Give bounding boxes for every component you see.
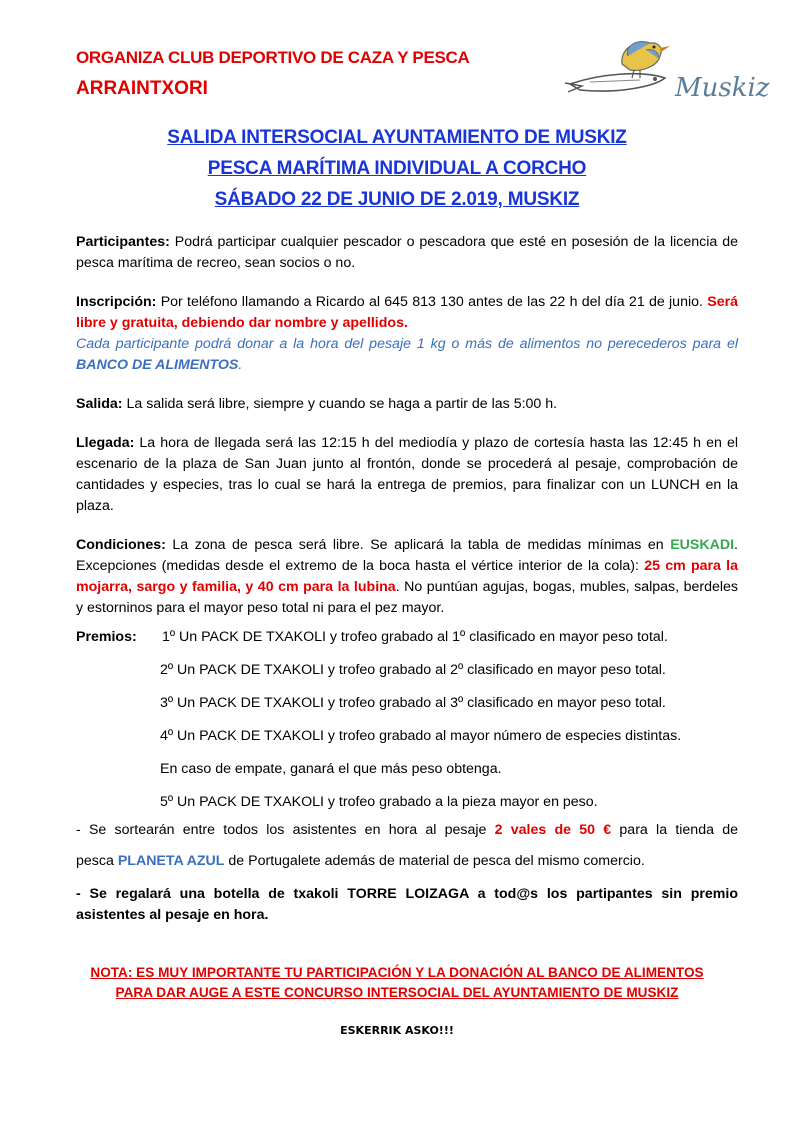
prize-item: 4º Un PACK DE TXAKOLI y trofeo grabado al mayor número de especies distintas. <box>160 728 682 744</box>
logo-text: Muskiz <box>675 73 770 103</box>
donation-text: Cada participante podrá donar a la hora del pesaje 1 kg o más de alimentos no perecederos para el <box>76 336 738 352</box>
title-line-1: SALIDA INTERSOCIAL AYUNTAMIENTO DE MUSKIZ <box>167 127 627 148</box>
participantes-text: Podrá participar cualquier pescador o pescadora que esté en posesión de la licencia de pesca marítima de recreo, sean socios o no. <box>76 234 738 271</box>
raffle-line-2 <box>76 853 645 869</box>
title-line-2: PESCA MARÍTIMA INDIVIDUAL A CORCHO <box>207 158 587 179</box>
prize-item: 1º Un PACK DE TXAKOLI y trofeo grabado al 1º clasificado en mayor peso total. <box>162 629 668 645</box>
important-note <box>60 963 734 1003</box>
rules-body <box>76 232 738 619</box>
raffle-text-4: de Portugalete además de material de pesca del mismo comercio. <box>224 853 645 869</box>
club-name: ARRAINTXORI <box>76 78 208 99</box>
region-name: EUSKADI <box>670 537 735 553</box>
condiciones-text-1: La zona de pesca será libre. Se aplicará la tabla de medidas mínimas en <box>165 537 671 553</box>
muskiz-logo <box>560 26 770 106</box>
prize-item: 3º Un PACK DE TXAKOLI y trofeo grabado al 3º clasificado en mayor peso total. <box>160 695 666 711</box>
bird-fish-logo-icon <box>560 26 770 106</box>
donation-paragraph <box>76 334 738 376</box>
condiciones-label: Condiciones: <box>76 537 166 553</box>
tiebreak-note: En caso de empate, ganará el que más peso obtenga. <box>160 761 502 777</box>
size-exceptions: 25 cm para la mojarra, sargo y familia, y 40 cm para la lubina <box>76 558 738 595</box>
condiciones-paragraph <box>76 535 738 619</box>
inscripcion-paragraph <box>76 292 738 334</box>
condiciones-text-3: . No puntúan agujas, bogas, mubles, salpas, berdeles y estorninos para el mayor peso total ni para el pez mayor. <box>76 579 738 616</box>
participantes-label: Participantes: <box>76 234 170 250</box>
donation-end: . <box>238 357 243 373</box>
llegada-text: La hora de llegada será las 12:15 h del mediodía y plazo de cortesía hasta las 12:45 h en el escenario de la plaza de San Juan junto al frontón, donde se procederá al pesaje, comprobación de cantidades y especies, tras lo cual se hará la entrega de premios, para finalizar con un LUNCH en la plaza. <box>76 435 738 514</box>
llegada-paragraph <box>76 433 738 517</box>
note-line-1: NOTA: ES MUY IMPORTANTE TU PARTICIPACIÓN Y LA DONACIÓN AL BANCO DE ALIMENTOS <box>90 965 704 980</box>
salida-label: Salida: <box>76 396 123 412</box>
title-line-3: SÁBADO 22 DE JUNIO DE 2.019, MUSKIZ <box>214 189 580 210</box>
condiciones-text-2: . Excepciones (medidas desde el extremo de la boca hasta el vértice interior de la cola): <box>76 537 738 574</box>
premios-label: Premios: <box>76 629 137 645</box>
llegada-label: Llegada: <box>76 435 135 451</box>
inscripcion-text: Por teléfono llamando a Ricardo al 645 813 130 antes de las 22 h del día 21 de junio. <box>156 294 708 310</box>
organizer-line: ORGANIZA CLUB DEPORTIVO DE CAZA Y PESCA <box>76 48 470 67</box>
raffle-vouchers: 2 vales de 50 € <box>494 822 612 838</box>
food-bank-name: BANCO DE ALIMENTOS <box>76 357 239 373</box>
inscripcion-label: Inscripción: <box>76 294 157 310</box>
salida-text: La salida será libre, siempre y cuando se haga a partir de las 5:00 h. <box>122 396 558 412</box>
prize-item: 2º Un PACK DE TXAKOLI y trofeo grabado al 2º clasificado en mayor peso total. <box>160 662 666 678</box>
prize-item: 5º Un PACK DE TXAKOLI y trofeo grabado a la pieza mayor en peso. <box>160 794 598 810</box>
thanks-message: ESKERRIK ASKO!!! <box>340 1024 454 1037</box>
event-titles <box>60 122 734 215</box>
shop-name: PLANETA AZUL <box>117 853 225 869</box>
salida-paragraph <box>76 394 738 415</box>
raffle-text-3: pesca <box>76 853 118 869</box>
participantes-paragraph <box>76 232 738 274</box>
raffle-text-2: para la tienda de <box>611 822 738 838</box>
raffle-line-1 <box>76 822 738 838</box>
gift-paragraph: - Se regalará una botella de txakoli TORRE LOIZAGA a tod@s los partipantes sin premio asistentes al pesaje en hora. <box>76 886 738 923</box>
note-line-2: PARA DAR AUGE A ESTE CONCURSO INTERSOCIAL DEL AYUNTAMIENTO DE MUSKIZ <box>115 985 679 1000</box>
raffle-text-1: - Se sortearán entre todos los asistentes en hora al pesaje <box>76 822 495 838</box>
inscripcion-highlight: Será libre y gratuita, debiendo dar nombre y apellidos. <box>76 294 738 331</box>
